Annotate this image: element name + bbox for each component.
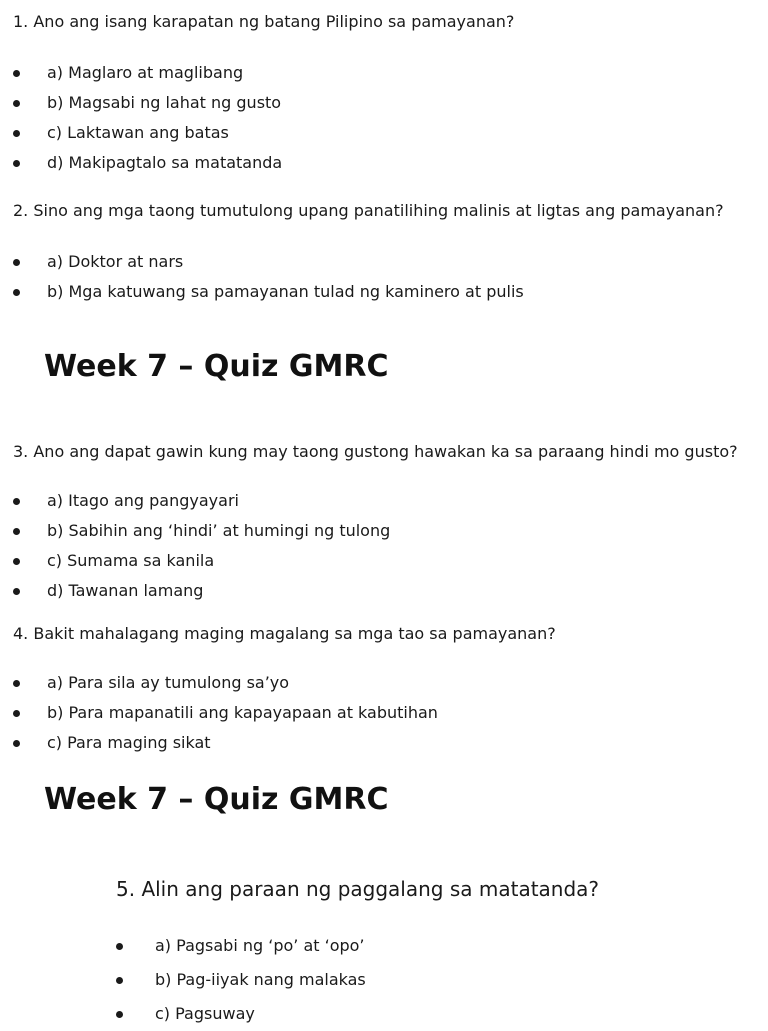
bullet-icon xyxy=(13,70,20,77)
question-4: 4. Bakit mahalagang maging magalang sa mga tao sa pamayanan? xyxy=(13,624,556,643)
option-1b: b) Magsabi ng lahat ng gusto xyxy=(13,88,282,118)
option-3a: a) Itago ang pangyayari xyxy=(13,486,390,516)
quiz-heading-2: Week 7 – Quiz GMRC xyxy=(44,782,389,817)
bullet-icon xyxy=(13,130,20,137)
bullet-icon xyxy=(13,100,20,107)
question-3-options xyxy=(13,486,390,606)
option-4c: c) Para maging sikat xyxy=(13,728,438,758)
option-3c: c) Sumama sa kanila xyxy=(13,546,390,576)
bullet-icon xyxy=(13,740,20,747)
bullet-icon xyxy=(13,710,20,717)
option-5c: c) Pagsuway xyxy=(116,997,366,1031)
bullet-icon xyxy=(13,289,20,296)
question-2: 2. Sino ang mga taong tumutulong upang panatilihing malinis at ligtas ang pamayanan? xyxy=(13,201,724,220)
option-3b: b) Sabihin ang ‘hindi’ at humingi ng tulong xyxy=(13,516,390,546)
question-1: 1. Ano ang isang karapatan ng batang Pilipino sa pamayanan? xyxy=(13,12,515,31)
question-5-block xyxy=(116,877,599,901)
option-1c: c) Laktawan ang batas xyxy=(13,118,282,148)
option-5b: b) Pag-iiyak nang malakas xyxy=(116,963,366,997)
question-4-options xyxy=(13,668,438,758)
question-1-options xyxy=(13,58,282,178)
option-4b: b) Para mapanatili ang kapayapaan at kabutihan xyxy=(13,698,438,728)
question-2-options xyxy=(13,247,524,307)
bullet-icon xyxy=(13,528,20,535)
bullet-icon xyxy=(116,977,123,984)
bullet-icon xyxy=(116,1011,123,1018)
option-2a: a) Doktor at nars xyxy=(13,247,524,277)
option-1d: d) Makipagtalo sa matatanda xyxy=(13,148,282,178)
question-5-options xyxy=(116,929,366,1031)
option-5a: a) Pagsabi ng ‘po’ at ‘opo’ xyxy=(116,929,366,963)
question-5: 5. Alin ang paraan ng paggalang sa matatanda? xyxy=(116,877,600,901)
bullet-icon xyxy=(116,943,123,950)
bullet-icon xyxy=(13,160,20,167)
option-3d: d) Tawanan lamang xyxy=(13,576,390,606)
option-1a: a) Maglaro at maglibang xyxy=(13,58,282,88)
quiz-heading-1: Week 7 – Quiz GMRC xyxy=(44,349,389,384)
option-2b: b) Mga katuwang sa pamayanan tulad ng kaminero at pulis xyxy=(13,277,524,307)
bullet-icon xyxy=(13,498,20,505)
bullet-icon xyxy=(13,588,20,595)
option-4a: a) Para sila ay tumulong sa’yo xyxy=(13,668,438,698)
question-3: 3. Ano ang dapat gawin kung may taong gustong hawakan ka sa paraang hindi mo gusto? xyxy=(13,442,738,461)
bullet-icon xyxy=(13,680,20,687)
bullet-icon xyxy=(13,259,20,266)
bullet-icon xyxy=(13,558,20,565)
